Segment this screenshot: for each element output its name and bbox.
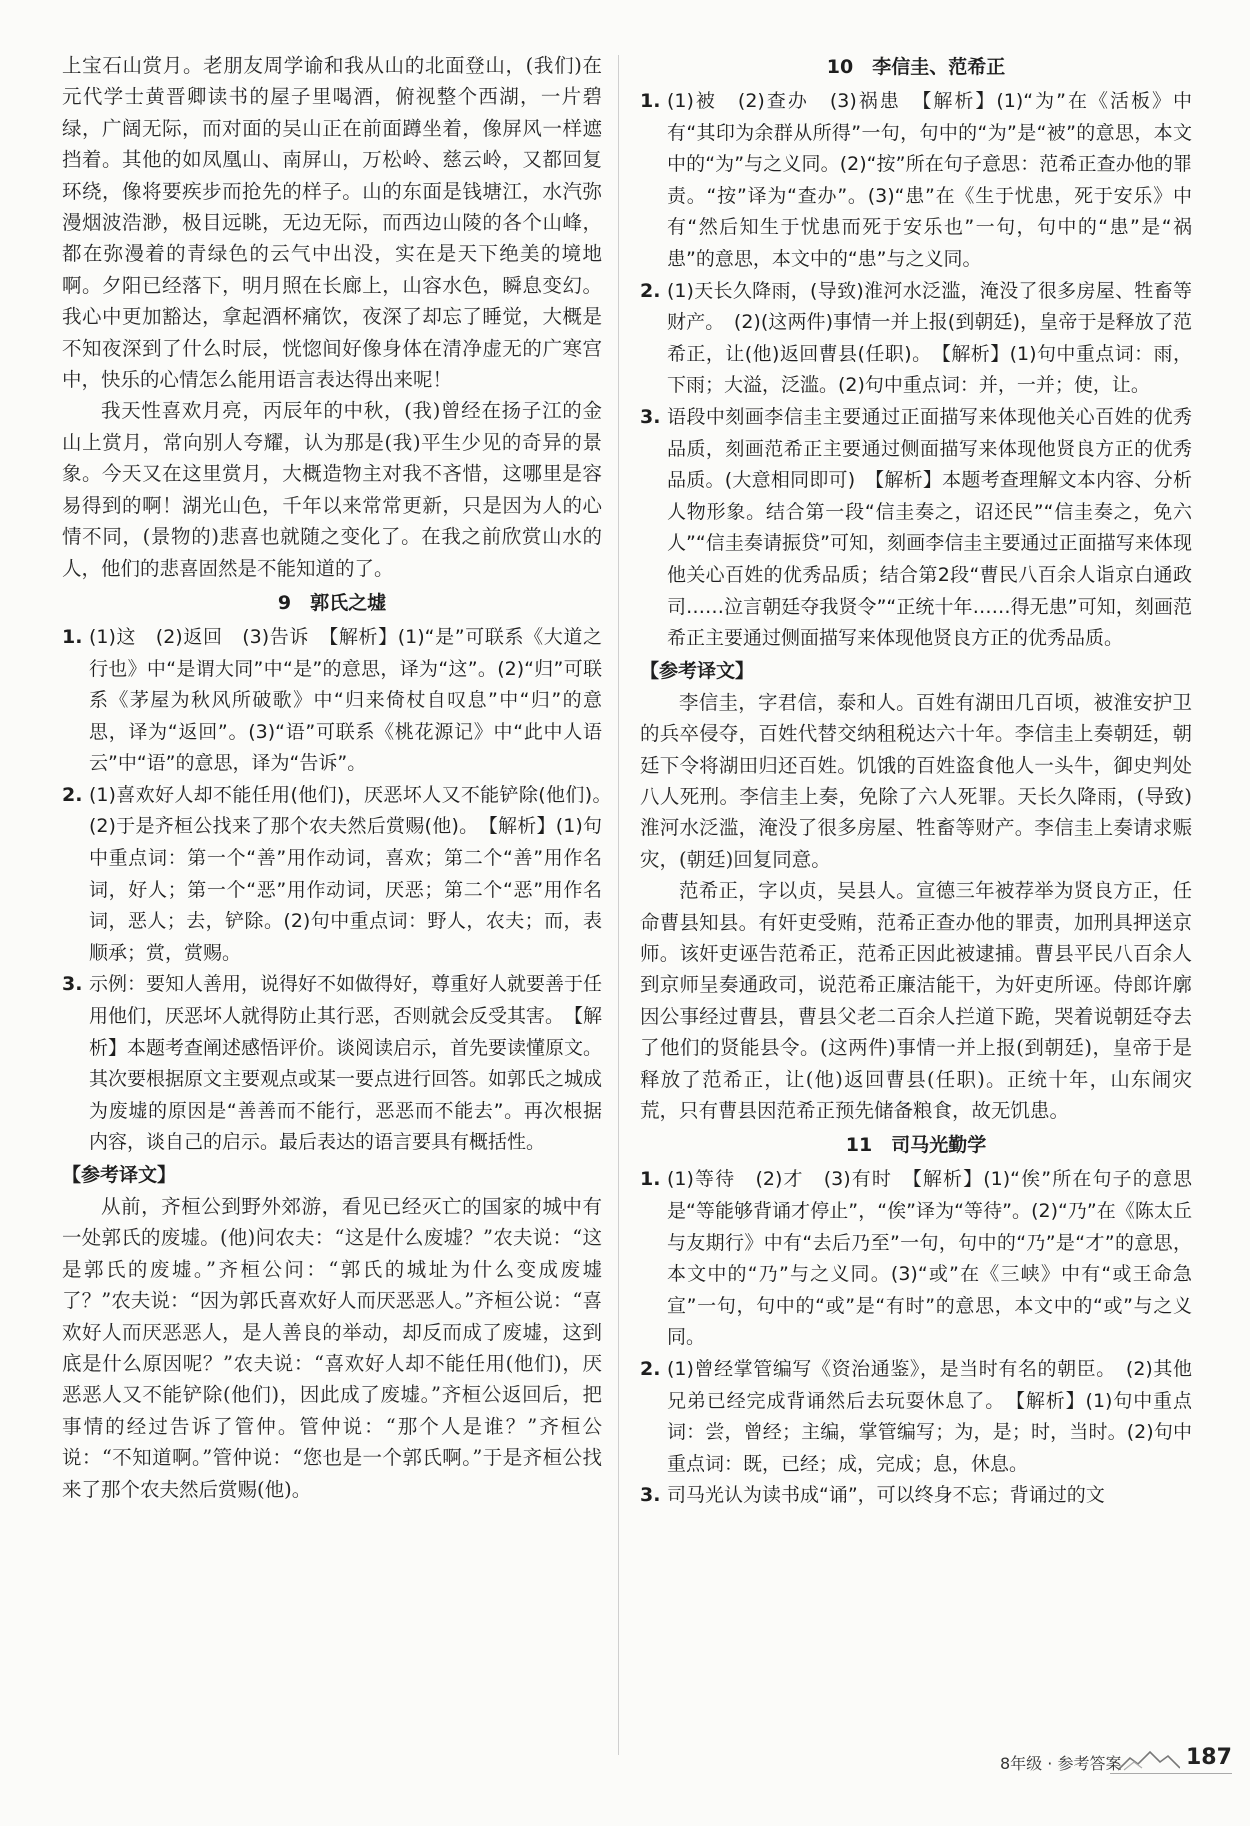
translation-paragraph: 我天性喜欢月亮，丙辰年的中秋，(我)曾经在扬子江的金山上赏月，常向别人夸耀，认为那是(我)平生少见的奇异的景象。今天又在这里赏月，大概造物主对我不吝惜，这哪里是容易得到的啊！湖光山色，千年以来常常更新，只是因为人的心情不同，(景物的)悲喜也就随之变化了。在我之前欣赏山水的人，他们的悲喜固然是不能知道的了。 bbox=[62, 399, 602, 580]
answer-text: 司马光认为读书成“诵”，可以终身不忘；背诵过的文 bbox=[667, 1484, 1105, 1507]
answer-number: 3. bbox=[640, 1484, 661, 1507]
left-column bbox=[62, 50, 622, 1505]
answer-number: 1. bbox=[640, 90, 661, 112]
footer-label: 8年级 · 参考答案 bbox=[1000, 1754, 1122, 1773]
answer-item bbox=[640, 1354, 1192, 1480]
section-title-11: 11 司马光勤学 bbox=[845, 1134, 987, 1157]
answer-text: (1)等待 (2)才 (3)有时 【解析】(1)“俟”所在句子的意思是“等能够背诵才停止”，“俟”译为“等待”。(2)“乃”在《陈太丘与友期行》中有“去后乃至”一句，句中的“乃”是“才”的意思，本文中的“乃”与之义同。(3)“或”在《三峡》中有“或王命急宣”一句，句中的“或”是“有时”的意思，本文中的“或”与之义同。 bbox=[667, 1168, 1192, 1349]
reference-translation-label: 【参考译文】 bbox=[640, 659, 755, 682]
answer-text: (1)被 (2)查办 (3)祸患 【解析】(1)“为”在《活板》中有“其印为余群从所得”一句，句中的“为”是“被”的意思，本文中的“为”与之义同。(2)“按”所在句子意思：范希正查办他的罪责。“按”译为“查办”。(3)“患”在《生于忧患，死于安乐》中有“然后知生于忧患而死于安乐也”一句，句中的“患”是“祸患”的意思，本文中的“患”与之义同。 bbox=[667, 90, 1192, 270]
answer-item bbox=[640, 86, 1192, 276]
answer-number: 2. bbox=[640, 1357, 661, 1380]
answer-number: 1. bbox=[640, 1168, 661, 1191]
answer-text: 示例：要知人善用，说得好不如做得好，尊重好人就要善于任用他们，厌恶坏人就得防止其行恶，否则就会反受其害。 【解析】本题考查阐述感悟评价。谈阅读启示，首先要读懂原文。其次要根据原文主要观点或某一要点进行回答。如郭氏之城成为废墟的原因是“善善而不能行，恶恶而不能去”。再次根据内容，谈自己的启示。最后表达的语言要具有概括性。 bbox=[89, 973, 603, 1154]
answer-item bbox=[62, 969, 602, 1159]
right-column bbox=[640, 50, 1192, 1512]
translation-paragraph: 范希正，字以贞，吴县人。宣德三年被荐举为贤良方正，任命曹县知县。有奸吏受贿，范希正查办他的罪责，加刑具押送京师。该奸吏诬告范希正，范希正因此被逮捕。曹县平民八百余人到京师呈奏通政司，说范希正廉洁能干，为奸吏所诬。侍郎许廓因公事经过曹县，曹县父老二百余人拦道下跪，哭着说朝廷夺去了他们的贤能县令。(这两件)事情一并上报(到朝廷)，皇帝于是释放了范希正，让(他)返回曹县(任职)。正统十年，山东闹灾荒，只有曹县因范希正预先储备粮食，故无饥患。 bbox=[640, 879, 1192, 1122]
answer-number: 3. bbox=[640, 405, 661, 428]
translation-paragraph: 上宝石山赏月。老朋友周学谕和我从山的北面登山，(我们)在元代学士黄晋卿读书的屋子里喝酒，俯视整个西湖，一片碧绿，广阔无际，而对面的吴山正在前面蹲坐着，像屏风一样遮挡着。其他的如凤凰山、南屏山，万松岭、慈云岭，又都回复环绕，像将要疾步而抢先的样子。山的东面是钱塘江，水汽弥漫烟波浩渺，极目远眺，无边无际，而西边山陵的各个山峰，都在弥漫着的青绿色的云气中出没，实在是天下绝美的境地啊。夕阳已经落下，明月照在长廊上，山容水色，瞬息变幻。我心中更加豁达，拿起酒杯痛饮，夜深了却忘了睡觉，大概是不知夜深到了什么时辰，恍惚间好像身体在清净虚无的广寒宫中，快乐的心情怎么能用语言表达得出来呢！ bbox=[62, 54, 602, 392]
answer-text: (1)这 (2)返回 (3)告诉 【解析】(1)“是”可联系《大道之行也》中“是谓大同”中“是”的意思，译为“这”。(2)“归”可联系《茅屋为秋风所破歌》中“归来倚杖自叹息”中“归”的意思，译为“返回”。(3)“语”可联系《桃花源记》中“此中人语云”中“语”的意思，译为“告诉”。 bbox=[89, 625, 602, 775]
answer-number: 2. bbox=[640, 279, 661, 302]
page-number: 187 bbox=[1186, 1745, 1232, 1770]
translation-paragraph: 从前，齐桓公到野外郊游，看见已经灭亡的国家的城中有一处郭氏的废墟。(他)问农夫：“这是什么废墟？”农夫说：“这是郭氏的废墟。”齐桓公问：“郭氏的城址为什么变成废墟了？”农夫说：“因为郭氏喜欢好人而厌恶恶人。”齐桓公说：“喜欢好人而厌恶恶人，是人善良的举动，却反而成了废墟，这到底是什么原因呢？”农夫说：“喜欢好人却不能任用(他们)，厌恶恶人又不能铲除(他们)，因此成了废墟。”齐桓公返回后，把事情的经过告诉了管仲。管仲说：“那个人是谁？”齐桓公说：“不知道啊。”管仲说：“您也是一个郭氏啊。”于是齐桓公找来了那个农夫然后赏赐(他)。 bbox=[62, 1195, 602, 1501]
section-title-10: 10 李信圭、范希正 bbox=[826, 56, 1006, 78]
answer-number: 2. bbox=[62, 783, 83, 806]
answer-number: 3. bbox=[62, 973, 83, 996]
answer-number: 1. bbox=[62, 625, 83, 648]
answer-item bbox=[640, 1480, 1192, 1512]
page-footer bbox=[1000, 1745, 1232, 1775]
answer-text: 语段中刻画李信圭主要通过正面描写来体现他关心百姓的优秀品质，刻画范希正主要通过侧面描写来体现他贤良方正的优秀品质。(大意相同即可) 【解析】本题考查理解文本内容、分析人物形象。结合第一段“信圭奏之，诏还民”“信圭奏之，免六人”“信圭奏请振贷”可知，刻画李信圭主要通过正面描写来体现他关心百姓的优秀品质；结合第2段“曹民八百余人诣京白通政司……泣言朝廷夺我贤令”“正统十年……得无患”可知，刻画范希正主要通过侧面描写来体现他贤良方正的优秀品质。 bbox=[667, 405, 1192, 650]
translation-paragraph: 李信圭，字君信，泰和人。百姓有湖田几百顷，被淮安护卫的兵卒侵夺，百姓代替交纳租税达六十年。李信圭上奏朝廷，朝廷下令将湖田归还百姓。饥饿的百姓盗食他人一头牛，御史判处八人死刑。李信圭上奏，免除了六人死罪。天长久降雨，(导致)淮河水泛滥，淹没了很多房屋、牲畜等财产。李信圭上奏请求赈灾，(朝廷)回复同意。 bbox=[640, 690, 1192, 871]
reference-translation-label: 【参考译文】 bbox=[62, 1164, 177, 1186]
answer-text: (1)天长久降雨，(导致)淮河水泛滥，淹没了很多房屋、牲畜等财产。 (2)(这两件)事情一并上报(到朝廷)，皇帝于是释放了范希正，让(他)返回曹县(任职)。 【解析】(1)句中重点词：雨，下雨；大溢，泛滥。(2)句中重点词：并，一并；使，让。 bbox=[667, 279, 1192, 397]
answer-item bbox=[640, 402, 1192, 655]
answer-item bbox=[62, 622, 602, 780]
answer-text: (1)曾经掌管编写《资治通鉴》，是当时有名的朝臣。 (2)其他兄弟已经完成背诵然后去玩耍休息了。 【解析】(1)句中重点词：尝，曾经；主编，掌管编写；为，是；时，当时。(2)句中重点词：既，已经；成，完成；息，休息。 bbox=[667, 1357, 1192, 1475]
answer-item bbox=[640, 1164, 1192, 1354]
answer-text: (1)喜欢好人却不能任用(他们)，厌恶坏人又不能铲除(他们)。 (2)于是齐桓公找来了那个农夫然后赏赐(他)。 【解析】(1)句中重点词：第一个“善”用作动词，喜欢；第二个“善”用作名词，好人；第一个“恶”用作动词，厌恶；第二个“恶”用作名词，恶人；去，铲除。(2)句中重点词：野人，农夫；而，表顺承；赏，赏赐。 bbox=[89, 783, 622, 964]
column-divider bbox=[618, 55, 619, 1755]
footer-rule bbox=[1110, 1773, 1232, 1774]
section-title-9: 9 郭氏之墟 bbox=[277, 591, 387, 614]
answer-item bbox=[62, 780, 622, 970]
answer-item bbox=[640, 276, 1192, 402]
